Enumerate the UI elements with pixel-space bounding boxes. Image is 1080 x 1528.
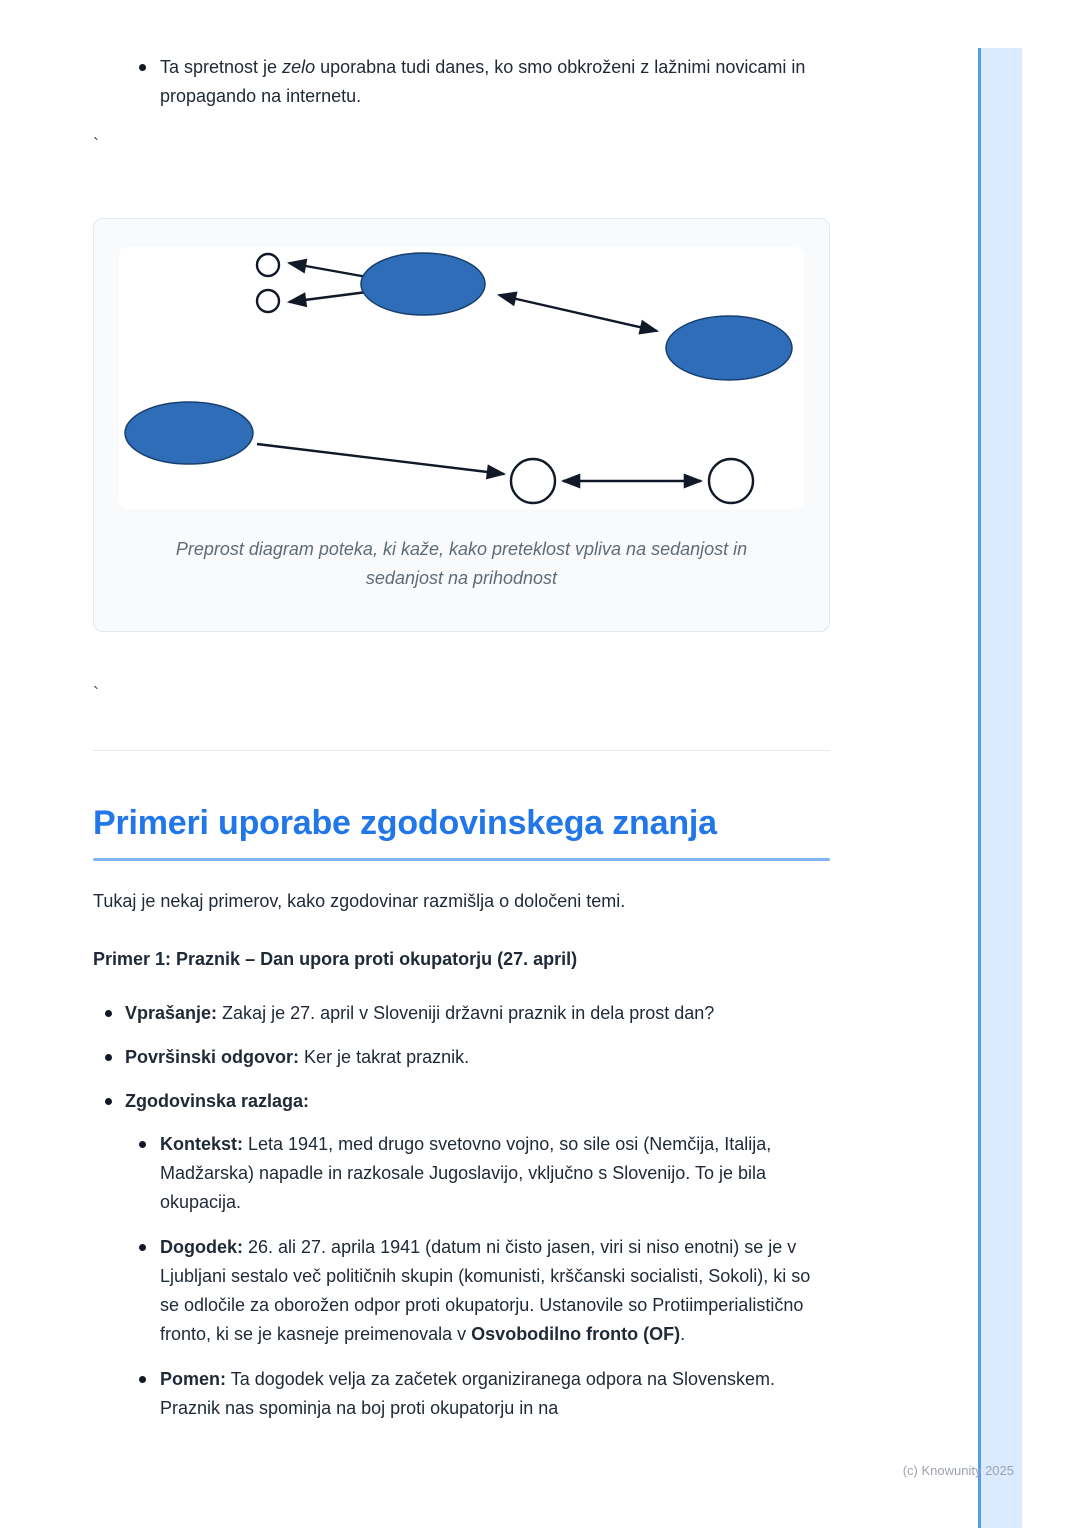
diagram-node-small-circle-2 xyxy=(257,290,279,312)
section-title: Primeri uporabe zgodovinskega znanja xyxy=(93,804,717,842)
figure-card xyxy=(93,218,830,632)
intro-text-pre: Ta spretnost je xyxy=(160,57,283,77)
bullet-text: Zakaj je 27. april v Sloveniji državni praznik in dela prost dan? xyxy=(217,1003,715,1023)
arrow-to-circle-1 xyxy=(289,263,367,277)
figure-caption-line-2: sedanjost na prihodnost xyxy=(365,568,558,588)
list-item-question xyxy=(93,999,830,1028)
diagram-node-blue-bottom-left xyxy=(125,402,253,464)
list-item-surface-answer xyxy=(93,1043,830,1072)
bullet-label: Vprašanje: xyxy=(125,1003,218,1023)
example-heading: Primer 1: Praznik – Dan upora proti okupatorju (27. april) xyxy=(93,949,578,969)
figure-caption xyxy=(119,535,804,593)
list-item-context xyxy=(125,1130,830,1217)
bullet-text-after: . xyxy=(680,1324,686,1344)
diagram-node-circle-right xyxy=(709,459,753,503)
intro-text-post: uporabna tudi danes, ko smo obkroženi z lažnimi novicami in propagando na internetu. xyxy=(160,57,806,106)
bullet-text: Ker je takrat praznik. xyxy=(299,1047,470,1067)
intro-text-italic: zelo xyxy=(282,57,316,77)
page-content xyxy=(93,0,830,1438)
bullet-label: Zgodovinska razlaga: xyxy=(125,1091,310,1111)
arrow-bottom-left-to-circle xyxy=(257,444,504,474)
bullet-label: Pomen: xyxy=(160,1369,227,1389)
section-title-underline xyxy=(93,858,830,861)
intro-list xyxy=(93,53,830,111)
bullet-text: Leta 1941, med drugo svetovno vojno, so sile osi (Nemčija, Italija, Madžarska) napadle in razkosale Jugoslavijo, vključno s Slovenijo. To je bila okupacija. xyxy=(160,1134,772,1212)
diagram-panel xyxy=(119,247,804,509)
list-item-event xyxy=(125,1233,830,1349)
section-intro: Tukaj je nekaj primerov, kako zgodovinar razmišlja o določeni temi. xyxy=(93,891,626,911)
example-list xyxy=(93,999,830,1423)
watermark: (c) Knowunity 2025 xyxy=(902,1463,1014,1478)
figure-caption-line-1: Preprost diagram poteka, ki kaže, kako preteklost vpliva na sedanjost in xyxy=(175,539,748,559)
diagram-node-blue-top xyxy=(361,253,485,315)
section-divider xyxy=(93,750,830,751)
explanation-sub-list xyxy=(125,1130,830,1423)
bullet-label: Kontekst: xyxy=(160,1134,244,1154)
stray-backtick: ` xyxy=(93,684,99,704)
list-item-intro xyxy=(93,53,830,111)
diagram-node-circle-left xyxy=(511,459,555,503)
arrow-to-circle-2 xyxy=(289,292,367,302)
diagram-node-blue-right xyxy=(666,316,792,380)
bullet-text: Ta dogodek velja za začetek organiziranega odpora na Slovenskem. Praznik nas spominja na boj proti okupatorju in na xyxy=(160,1369,776,1418)
list-item-meaning xyxy=(125,1365,830,1423)
diagram-node-small-circle-1 xyxy=(257,254,279,276)
bullet-label: Površinski odgovor: xyxy=(125,1047,300,1067)
bullet-text: 26. ali 27. aprila 1941 (datum ni čisto jasen, viri si niso enotni) se je v Ljubljani sestalo več političnih skupin (komunisti, krščanski socialisti, Sokoli), ki so se odločile za oborožen odpor proti okupatorju. Ustanovile so Protiimperialistično fronto, ki se je kasneje preimenovala v xyxy=(160,1237,811,1344)
double-arrow-top xyxy=(499,295,657,331)
stray-backtick: ` xyxy=(93,135,99,155)
flow-diagram xyxy=(119,247,804,509)
list-item-historical-explanation xyxy=(93,1087,830,1423)
bullet-label: Dogodek: xyxy=(160,1237,243,1257)
page-edge-rail xyxy=(978,48,1022,1528)
bullet-bold-phrase: Osvobodilno fronto (OF) xyxy=(471,1324,681,1344)
